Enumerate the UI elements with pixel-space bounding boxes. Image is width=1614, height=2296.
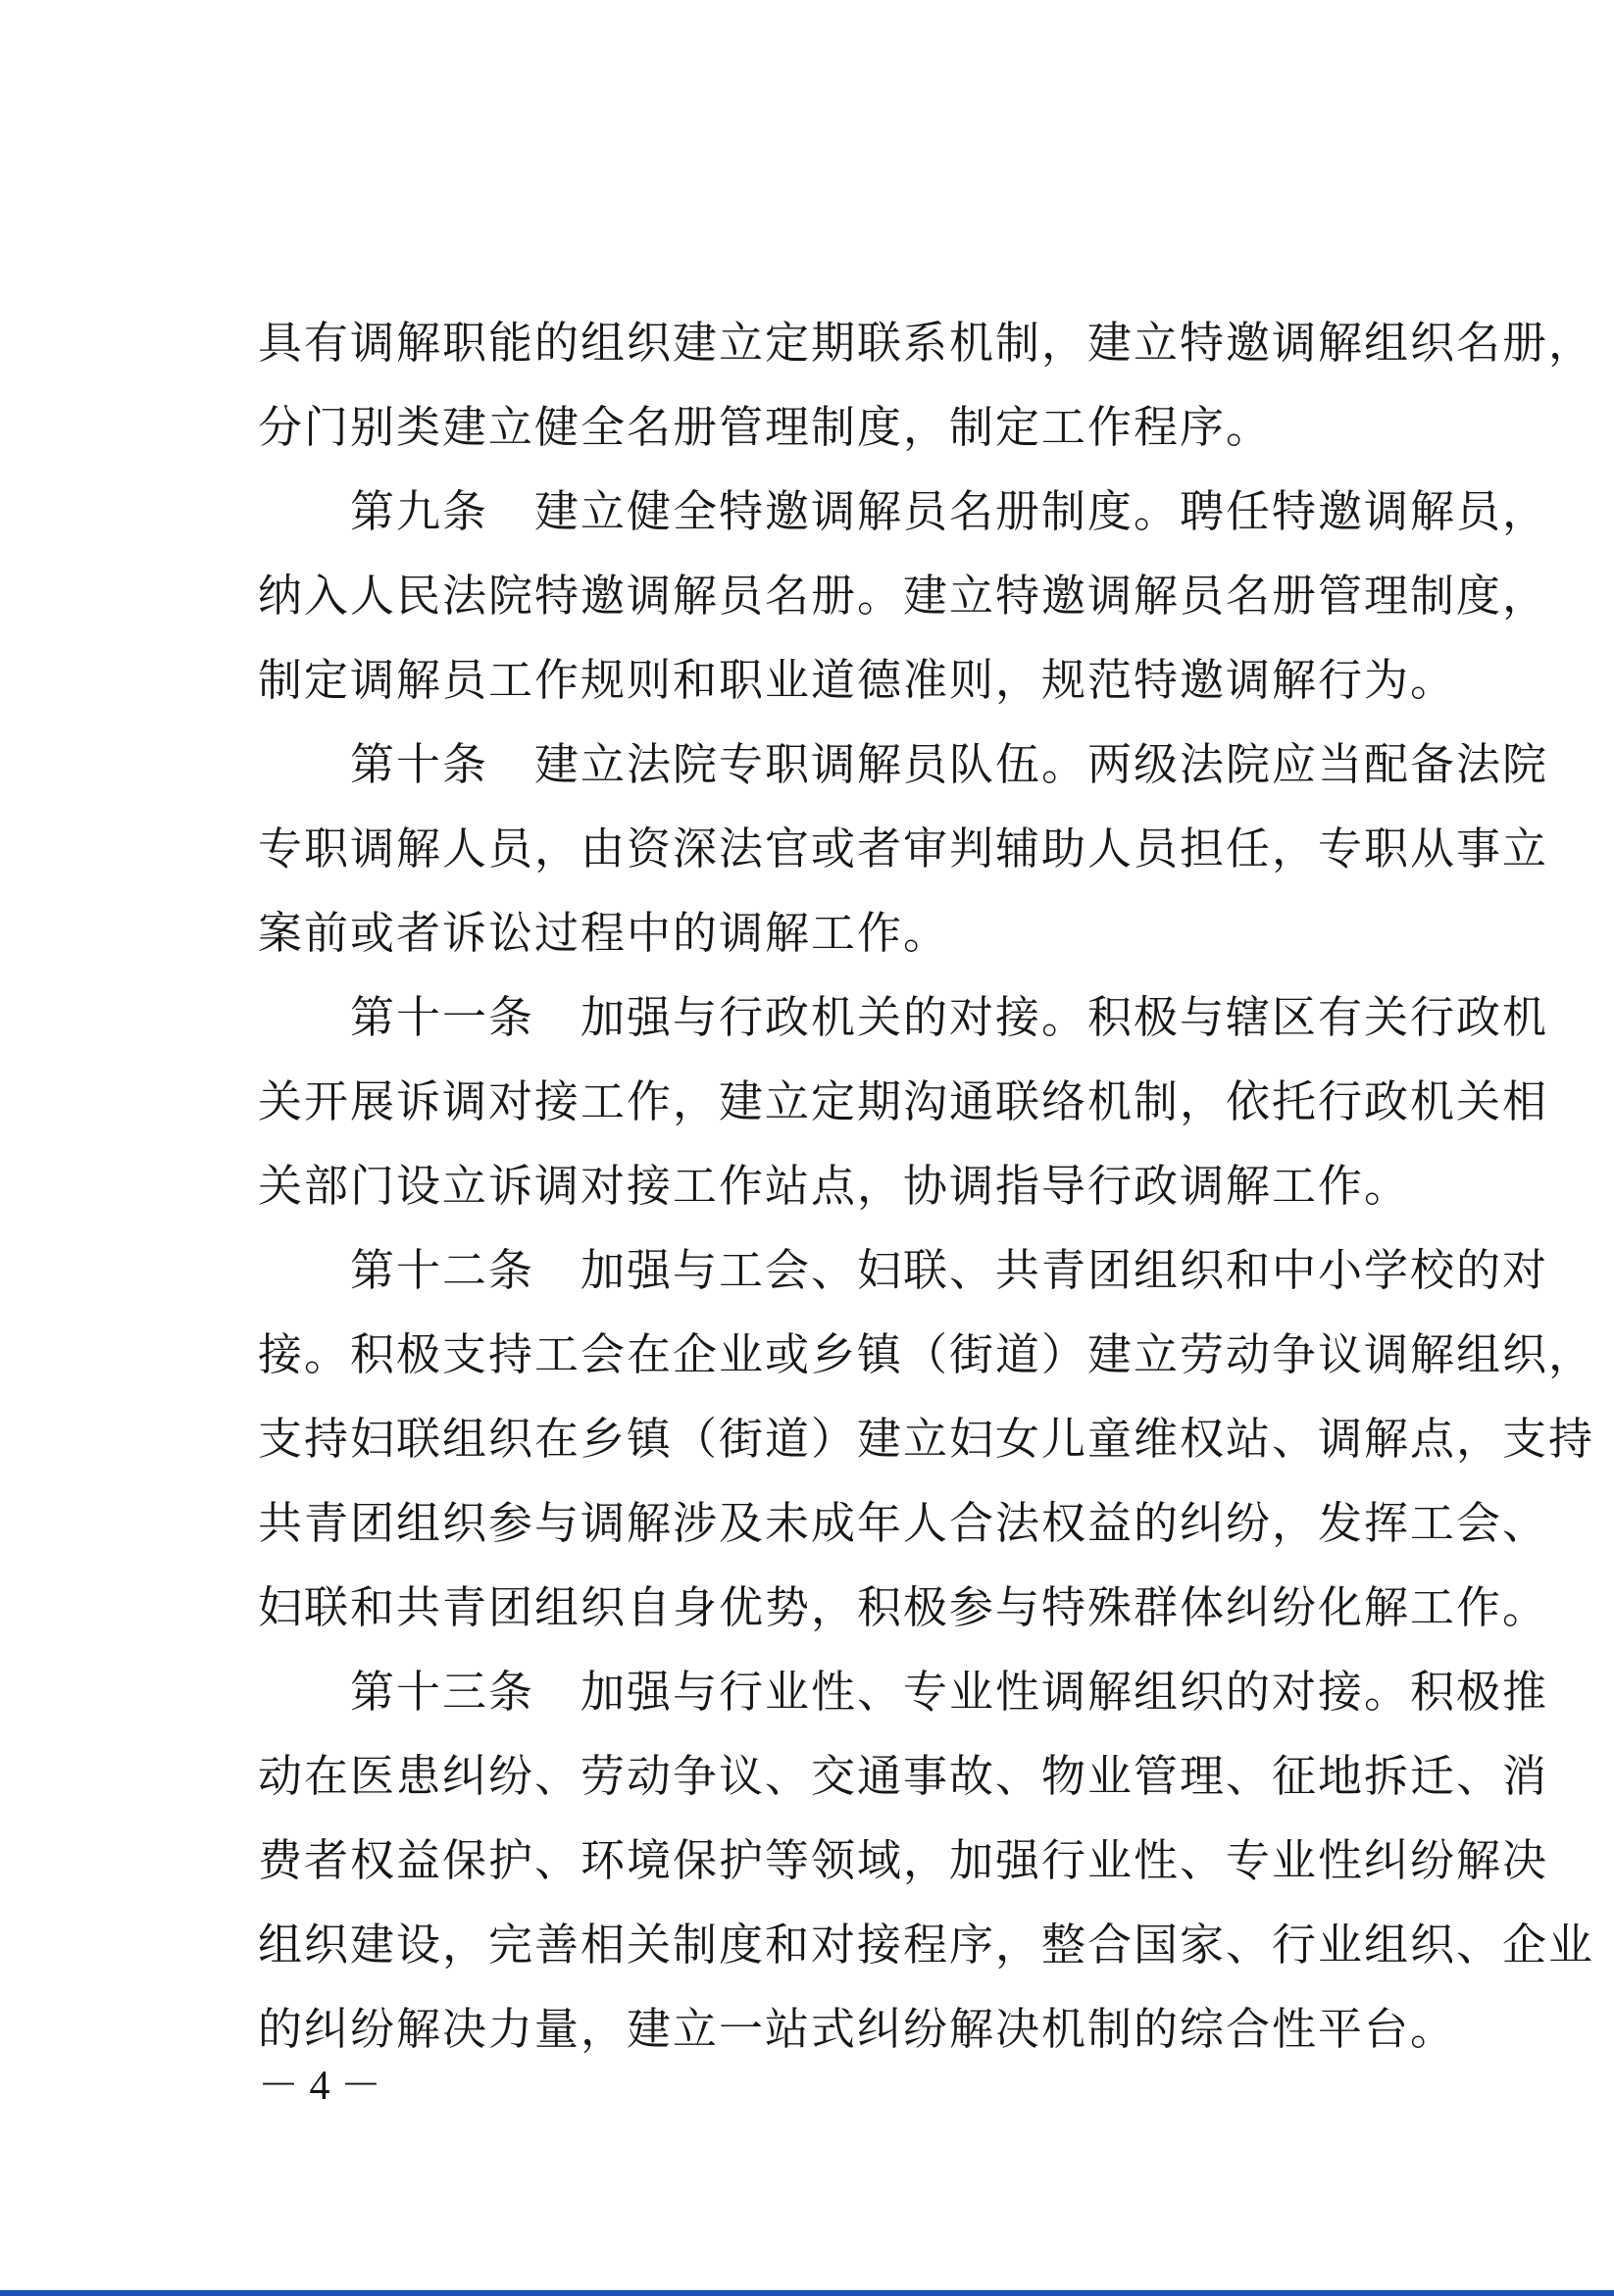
text-line: 费者权益保护、环境保护等领域，加强行业性、专业性纠纷解决: [258, 1834, 1549, 1886]
article-12-line: 第十二条 加强与工会、妇联、共青团组织和中小学校的对: [258, 1244, 1549, 1296]
text-line: 组织建设，完善相关制度和对接程序，整合国家、行业组织、企业: [258, 1919, 1595, 1971]
text-line: 关部门设立诉调对接工作站点，协调指导行政调解工作。: [258, 1160, 1411, 1212]
text-line: 关开展诉调对接工作，建立定期沟通联络机制，依托行政机关相: [258, 1075, 1549, 1127]
text-line: 分门别类建立健全名册管理制度，制定工作程序。: [258, 401, 1273, 453]
text-line: 支持妇联组织在乡镇（街道）建立妇女儿童维权站、调解点，支持: [258, 1413, 1595, 1465]
text-line: 具有调解职能的组织建立定期联系机制，建立特邀调解组织名册，: [258, 317, 1595, 369]
article-10-line: 第十条 建立法院专职调解员队伍。两级法院应当配备法院: [258, 738, 1549, 790]
text-line: 接。积极支持工会在企业或乡镇（街道）建立劳动争议调解组织，: [258, 1328, 1595, 1380]
article-9-line: 第九条 建立健全特邀调解员名册制度。聘任特邀调解员，: [258, 485, 1549, 537]
text-line: 专职调解人员，由资深法官或者审判辅助人员担任，专职从事立: [258, 823, 1549, 874]
article-11-line: 第十一条 加强与行政机关的对接。积极与辖区有关行政机: [258, 991, 1549, 1043]
text-line: 动在医患纠纷、劳动争议、交通事故、物业管理、征地拆迁、消: [258, 1750, 1549, 1802]
page-number: － 4 －: [258, 2064, 382, 2109]
article-13-line: 第十三条 加强与行业性、专业性调解组织的对接。积极推: [258, 1666, 1549, 1718]
text-line: 案前或者诉讼过程中的调解工作。: [258, 907, 950, 959]
text-line: 纳入人民法院特邀调解员名册。建立特邀调解员名册管理制度，: [258, 570, 1549, 622]
text-line: 共青团组织参与调解涉及未成年人合法权益的纠纷，发挥工会、: [258, 1497, 1549, 1549]
document-body: [258, 301, 1595, 2071]
scan-edge-divider: [0, 2290, 1614, 2296]
text-line: 的纠纷解决力量，建立一站式纠纷解决机制的综合性平台。: [258, 2003, 1457, 2055]
text-line: 妇联和共青团组织自身优势，积极参与特殊群体纠纷化解工作。: [258, 1581, 1549, 1633]
text-line: 制定调解员工作规则和职业道德准则，规范特邀调解行为。: [258, 654, 1457, 706]
